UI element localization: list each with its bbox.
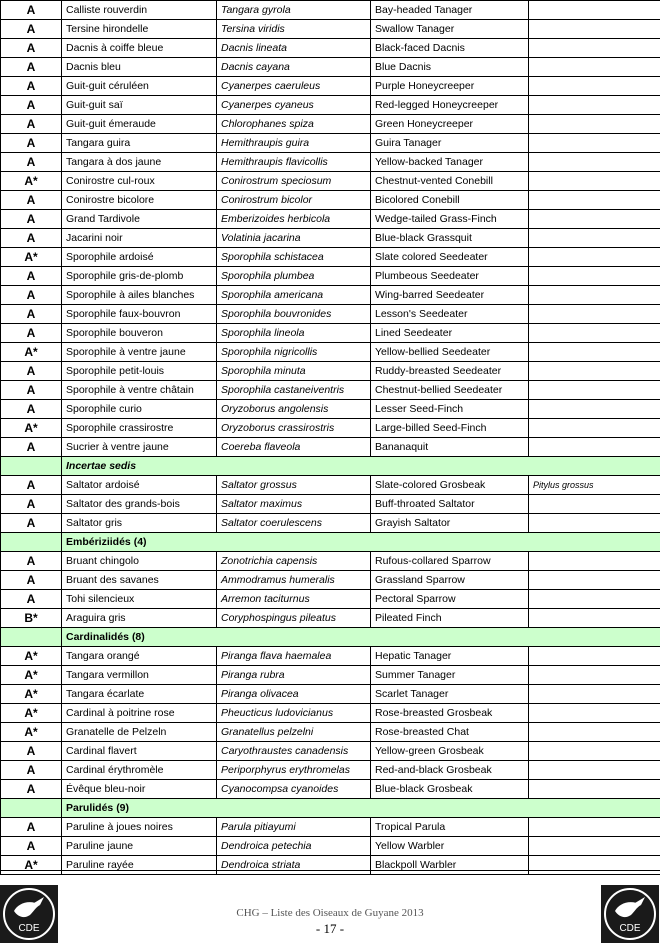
scientific-name: Volatinia jacarina (217, 229, 371, 248)
remark (529, 514, 660, 533)
scientific-name: Saltator coerulescens (217, 514, 371, 533)
species-row (1, 704, 660, 723)
english-name: Red-legged Honeycreeper (371, 96, 529, 115)
english-name: Chestnut-vented Conebill (371, 172, 529, 191)
species-row (1, 400, 660, 419)
remark (529, 134, 660, 153)
french-name: Sporophile crassirostre (62, 419, 217, 438)
french-name: Dacnis à coiffe bleue (62, 39, 217, 58)
species-row (1, 780, 660, 799)
english-name: Scarlet Tanager (371, 685, 529, 704)
french-name: Tangara guira (62, 134, 217, 153)
french-name: Sporophile petit-louis (62, 362, 217, 381)
species-row (1, 419, 660, 438)
remark (529, 856, 660, 875)
species-row (1, 115, 660, 134)
french-name: Tangara vermillon (62, 666, 217, 685)
remark (529, 267, 660, 286)
scientific-name: Saltator grossus (217, 476, 371, 495)
family-section-title: Parulidés (9) (62, 799, 660, 818)
logo-text: CDE (18, 923, 39, 934)
french-name: Cardinal à poitrine rose (62, 704, 217, 723)
species-row (1, 77, 660, 96)
species-row (1, 856, 660, 875)
french-name: Grand Tardivole (62, 210, 217, 229)
species-row (1, 248, 660, 267)
english-name: Bicolored Conebill (371, 191, 529, 210)
remark (529, 666, 660, 685)
species-row (1, 761, 660, 780)
family-section-row (1, 628, 660, 647)
french-name: Granatelle de Pelzeln (62, 723, 217, 742)
french-name: Jacarini noir (62, 229, 217, 248)
status-code: A (1, 39, 62, 58)
remark (529, 286, 660, 305)
status-code: A (1, 400, 62, 419)
status-code: A (1, 495, 62, 514)
scientific-name: Dendroica striata (217, 856, 371, 875)
french-name: Sporophile à ventre jaune (62, 343, 217, 362)
logo-text: CDE (619, 923, 640, 934)
english-name: Buff-throated Saltator (371, 495, 529, 514)
status-code: A* (1, 419, 62, 438)
species-row (1, 571, 660, 590)
species-row (1, 590, 660, 609)
status-code: A (1, 191, 62, 210)
status-code: A (1, 742, 62, 761)
remark (529, 96, 660, 115)
status-code: A (1, 476, 62, 495)
remark (529, 39, 660, 58)
species-row (1, 286, 660, 305)
species-row (1, 172, 660, 191)
species-row (1, 343, 660, 362)
scientific-name: Pheucticus ludovicianus (217, 704, 371, 723)
english-name: Grassland Sparrow (371, 571, 529, 590)
remark (529, 647, 660, 666)
english-name: Lesson's Seedeater (371, 305, 529, 324)
english-name: Blue-black Grosbeak (371, 780, 529, 799)
status-code: A (1, 837, 62, 856)
species-row (1, 685, 660, 704)
french-name: Saltator ardoisé (62, 476, 217, 495)
species-row (1, 1, 660, 20)
english-name: Grayish Saltator (371, 514, 529, 533)
status-code: A (1, 96, 62, 115)
status-code: A* (1, 666, 62, 685)
remark (529, 438, 660, 457)
scientific-name: Tersina viridis (217, 20, 371, 39)
french-name: Tohi silencieux (62, 590, 217, 609)
french-name: Tangara orangé (62, 647, 217, 666)
status-code: A* (1, 172, 62, 191)
family-section-row (1, 457, 660, 476)
french-name: Évêque bleu-noir (62, 780, 217, 799)
species-row (1, 191, 660, 210)
english-name: Blue Dacnis (371, 58, 529, 77)
english-name: Wing-barred Seedeater (371, 286, 529, 305)
species-row (1, 58, 660, 77)
english-name: Green Honeycreeper (371, 115, 529, 134)
english-name: Purple Honeycreeper (371, 77, 529, 96)
english-name: Slate colored Seedeater (371, 248, 529, 267)
english-name: Large-billed Seed-Finch (371, 419, 529, 438)
status-code: A* (1, 723, 62, 742)
french-name: Paruline jaune (62, 837, 217, 856)
french-name: Sporophile à ailes blanches (62, 286, 217, 305)
remark (529, 400, 660, 419)
scientific-name: Coereba flaveola (217, 438, 371, 457)
french-name: Cardinal flavert (62, 742, 217, 761)
species-row (1, 438, 660, 457)
english-name: Hepatic Tanager (371, 647, 529, 666)
remark (529, 77, 660, 96)
scientific-name: Oryzoborus angolensis (217, 400, 371, 419)
remark (529, 115, 660, 134)
remark (529, 780, 660, 799)
remark (529, 362, 660, 381)
family-section-title: Incertae sedis (62, 457, 660, 476)
remark (529, 571, 660, 590)
remark (529, 552, 660, 571)
status-code: A (1, 229, 62, 248)
french-name: Tangara à dos jaune (62, 153, 217, 172)
species-row (1, 666, 660, 685)
remark (529, 761, 660, 780)
section-status-cell (1, 799, 62, 818)
remark (529, 210, 660, 229)
remark (529, 343, 660, 362)
status-code: A (1, 571, 62, 590)
english-name: Plumbeous Seedeater (371, 267, 529, 286)
status-code: A (1, 381, 62, 400)
scientific-name: Periporphyrus erythromelas (217, 761, 371, 780)
species-row (1, 609, 660, 628)
scientific-name: Granatellus pelzelni (217, 723, 371, 742)
scientific-name: Piranga rubra (217, 666, 371, 685)
footer-divider (0, 870, 660, 871)
french-name: Araguira gris (62, 609, 217, 628)
scientific-name: Sporophila schistacea (217, 248, 371, 267)
status-code: B* (1, 609, 62, 628)
status-code: A (1, 267, 62, 286)
status-code: A (1, 305, 62, 324)
remark (529, 685, 660, 704)
french-name: Guit-guit céruléen (62, 77, 217, 96)
scientific-name: Conirostrum bicolor (217, 191, 371, 210)
remark (529, 324, 660, 343)
remark (529, 419, 660, 438)
scientific-name: Sporophila lineola (217, 324, 371, 343)
english-name: Bananaquit (371, 438, 529, 457)
status-code: A (1, 514, 62, 533)
scientific-name: Conirostrum speciosum (217, 172, 371, 191)
french-name: Saltator des grands-bois (62, 495, 217, 514)
scientific-name: Sporophila plumbea (217, 267, 371, 286)
remark (529, 1, 660, 20)
scientific-name: Dacnis cayana (217, 58, 371, 77)
scientific-name: Sporophila nigricollis (217, 343, 371, 362)
french-name: Sporophile ardoisé (62, 248, 217, 267)
status-code: A (1, 134, 62, 153)
footer-title: CHG – Liste des Oiseaux de Guyane 2013 (0, 907, 660, 919)
remark (529, 191, 660, 210)
species-row (1, 210, 660, 229)
status-code: A (1, 210, 62, 229)
english-name: Rose-breasted Grosbeak (371, 704, 529, 723)
remark (529, 837, 660, 856)
english-name: Swallow Tanager (371, 20, 529, 39)
remark (529, 305, 660, 324)
status-code: A (1, 77, 62, 96)
french-name: Sporophile à ventre châtain (62, 381, 217, 400)
species-row (1, 20, 660, 39)
scientific-name: Emberizoides herbicola (217, 210, 371, 229)
species-row (1, 476, 660, 495)
scientific-name: Dendroica petechia (217, 837, 371, 856)
status-code: A* (1, 704, 62, 723)
remark (529, 609, 660, 628)
english-name: Lesser Seed-Finch (371, 400, 529, 419)
french-name: Tersine hirondelle (62, 20, 217, 39)
english-name: Red-and-black Grosbeak (371, 761, 529, 780)
remark (529, 818, 660, 837)
english-name: Yellow-bellied Seedeater (371, 343, 529, 362)
french-name: Cardinal érythromèle (62, 761, 217, 780)
scientific-name: Arremon taciturnus (217, 590, 371, 609)
status-code: A (1, 1, 62, 20)
scientific-name: Hemithraupis flavicollis (217, 153, 371, 172)
english-name: Guira Tanager (371, 134, 529, 153)
english-name: Blue-black Grassquit (371, 229, 529, 248)
species-row (1, 552, 660, 571)
french-name: Guit-guit saï (62, 96, 217, 115)
french-name: Bruant des savanes (62, 571, 217, 590)
english-name: Pileated Finch (371, 609, 529, 628)
remark (529, 381, 660, 400)
scientific-name: Zonotrichia capensis (217, 552, 371, 571)
status-code: A* (1, 647, 62, 666)
remark (529, 20, 660, 39)
french-name: Guit-guit émeraude (62, 115, 217, 134)
remark (529, 723, 660, 742)
status-code: A* (1, 343, 62, 362)
french-name: Bruant chingolo (62, 552, 217, 571)
scientific-name: Ammodramus humeralis (217, 571, 371, 590)
scientific-name: Sporophila bouvronides (217, 305, 371, 324)
status-code: A (1, 818, 62, 837)
status-code: A* (1, 248, 62, 267)
species-row (1, 324, 660, 343)
scientific-name: Coryphospingus pileatus (217, 609, 371, 628)
french-name: Sporophile curio (62, 400, 217, 419)
english-name: Black-faced Dacnis (371, 39, 529, 58)
remark (529, 495, 660, 514)
french-name: Conirostre bicolore (62, 191, 217, 210)
status-code: A (1, 438, 62, 457)
species-row (1, 96, 660, 115)
scientific-name: Sporophila americana (217, 286, 371, 305)
status-code: A (1, 590, 62, 609)
scientific-name: Cyanocompsa cyanoides (217, 780, 371, 799)
remark (529, 172, 660, 191)
scientific-name: Caryothraustes canadensis (217, 742, 371, 761)
french-name: Tangara écarlate (62, 685, 217, 704)
english-name: Chestnut-bellied Seedeater (371, 381, 529, 400)
remark (529, 153, 660, 172)
family-section-title: Cardinalidés (8) (62, 628, 660, 647)
status-code: A (1, 20, 62, 39)
status-code: A* (1, 685, 62, 704)
english-name: Yellow-green Grosbeak (371, 742, 529, 761)
english-name: Summer Tanager (371, 666, 529, 685)
family-section-row (1, 799, 660, 818)
remark (529, 590, 660, 609)
status-code: A (1, 362, 62, 381)
species-row (1, 381, 660, 400)
remark: Pitylus grossus (529, 476, 660, 495)
species-row (1, 837, 660, 856)
page-number: - 17 - (0, 921, 660, 937)
scientific-name: Saltator maximus (217, 495, 371, 514)
remark (529, 742, 660, 761)
status-code: A (1, 780, 62, 799)
scientific-name: Cyanerpes caeruleus (217, 77, 371, 96)
remark (529, 229, 660, 248)
section-status-cell (1, 628, 62, 647)
scientific-name: Tangara gyrola (217, 1, 371, 20)
status-code: A (1, 324, 62, 343)
status-code: A (1, 153, 62, 172)
french-name: Sucrier à ventre jaune (62, 438, 217, 457)
remark (529, 704, 660, 723)
species-row (1, 818, 660, 837)
family-section-row (1, 533, 660, 552)
status-code: A (1, 58, 62, 77)
scientific-name: Cyanerpes cyaneus (217, 96, 371, 115)
english-name: Rose-breasted Chat (371, 723, 529, 742)
french-name: Saltator gris (62, 514, 217, 533)
status-code: A (1, 115, 62, 134)
scientific-name: Parula pitiayumi (217, 818, 371, 837)
english-name: Pectoral Sparrow (371, 590, 529, 609)
species-row (1, 495, 660, 514)
english-name: Slate-colored Grosbeak (371, 476, 529, 495)
english-name: Bay-headed Tanager (371, 1, 529, 20)
family-section-title: Embériziidés (4) (62, 533, 660, 552)
status-code: A (1, 552, 62, 571)
french-name: Conirostre cul-roux (62, 172, 217, 191)
scientific-name: Dacnis lineata (217, 39, 371, 58)
species-row (1, 742, 660, 761)
french-name: Paruline rayée (62, 856, 217, 875)
species-row (1, 134, 660, 153)
status-code: A (1, 286, 62, 305)
species-row (1, 153, 660, 172)
scientific-name: Chlorophanes spiza (217, 115, 371, 134)
section-status-cell (1, 457, 62, 476)
remark (529, 58, 660, 77)
english-name: Rufous-collared Sparrow (371, 552, 529, 571)
species-row (1, 305, 660, 324)
english-name: Lined Seedeater (371, 324, 529, 343)
species-row (1, 362, 660, 381)
section-status-cell (1, 533, 62, 552)
species-row (1, 267, 660, 286)
status-code: A* (1, 856, 62, 875)
species-row (1, 723, 660, 742)
species-row (1, 39, 660, 58)
table-body (1, 1, 660, 875)
french-name: Paruline à joues noires (62, 818, 217, 837)
english-name: Ruddy-breasted Seedeater (371, 362, 529, 381)
english-name: Yellow-backed Tanager (371, 153, 529, 172)
species-row (1, 647, 660, 666)
scientific-name: Piranga olivacea (217, 685, 371, 704)
species-row (1, 514, 660, 533)
scientific-name: Hemithraupis guira (217, 134, 371, 153)
species-row (1, 229, 660, 248)
english-name: Tropical Parula (371, 818, 529, 837)
scientific-name: Oryzoborus crassirostris (217, 419, 371, 438)
english-name: Yellow Warbler (371, 837, 529, 856)
french-name: Sporophile faux-bouvron (62, 305, 217, 324)
french-name: Dacnis bleu (62, 58, 217, 77)
scientific-name: Sporophila castaneiventris (217, 381, 371, 400)
scientific-name: Sporophila minuta (217, 362, 371, 381)
english-name: Wedge-tailed Grass-Finch (371, 210, 529, 229)
french-name: Sporophile gris-de-plomb (62, 267, 217, 286)
french-name: Sporophile bouveron (62, 324, 217, 343)
remark (529, 248, 660, 267)
english-name: Blackpoll Warbler (371, 856, 529, 875)
status-code: A (1, 761, 62, 780)
french-name: Calliste rouverdin (62, 1, 217, 20)
scientific-name: Piranga flava haemalea (217, 647, 371, 666)
